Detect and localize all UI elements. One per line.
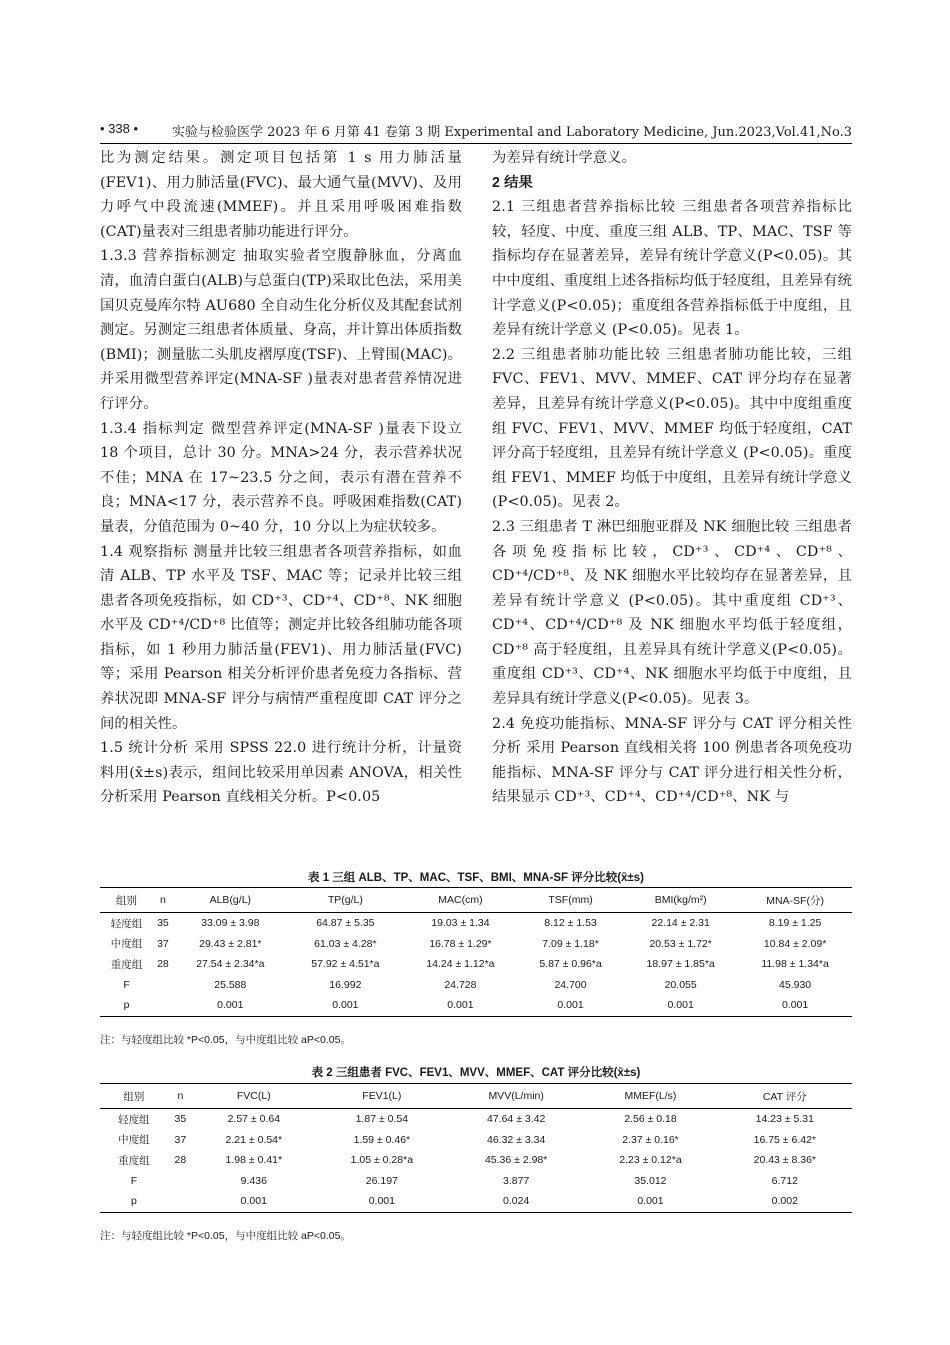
- paragraph: 2.4 免疫功能指标、MNA-SF 评分与 CAT 评分相关性分析 采用 Pearson 直线相关将 100 例患者各项免疫功能指标、MNA-SF 评分与 CAT 评分进行相关性分析，结果显示 CD⁺³、CD⁺⁴、CD⁺⁴/CD⁺⁸、NK 与: [492, 715, 852, 806]
- paragraph: 为差异有统计学意义。: [492, 150, 636, 166]
- table-row: [100, 975, 852, 996]
- table2: [100, 1083, 852, 1213]
- table-cell: 25.588: [214, 978, 247, 991]
- paragraph: 1.3.3 营养指标测定 抽取实验者空腹静脉血，分离血清，血清白蛋白(ALB)与总蛋白(TP)采取比色法，采用美国贝克曼库尔特 AU680 全自动生化分析仪及其配套试剂测定。另测定三组患者体质量、身高，并计算出体质指数(BMI)；测量肱二头肌皮褶厚度(TSF)、上臂围(MAC)。并采用微型营养评定(MNA-SF )量表对患者营养情况进行评分。: [100, 248, 462, 412]
- table-cell: 28: [174, 1154, 187, 1167]
- table-cell: 0.001: [667, 999, 694, 1012]
- column-header: CAT 评分: [762, 1090, 807, 1103]
- table2-title: 表 2 三组患者 FVC、FEV1、MVV、MMEF、CAT 评分比较(x̄±s): [311, 1067, 641, 1079]
- table1-title: 表 1 三组 ALB、TP、MAC、TSF、BMI、MNA-SF 评分比较(x̄±s): [308, 872, 644, 884]
- table-cell: 轻度组: [118, 1113, 150, 1126]
- table-row: [100, 1171, 852, 1192]
- table-cell: 0.001: [368, 1195, 395, 1208]
- column-header: MVV(L/min): [488, 1090, 544, 1102]
- table-cell: 24.700: [554, 978, 587, 991]
- table2-note: 注：与轻度组比较 *P<0.05，与中度组比较 aP<0.05。: [100, 1230, 351, 1242]
- table-cell: 16.78 ± 1.29*: [429, 937, 492, 950]
- table-cell: 24.728: [444, 978, 477, 991]
- table-row: [100, 1191, 852, 1212]
- table-cell: p: [123, 999, 130, 1012]
- table-cell: 0.002: [771, 1195, 798, 1208]
- table-cell: 中度组: [118, 1134, 150, 1147]
- table-cell: 1.59 ± 0.46*: [353, 1133, 411, 1146]
- column-header: n: [160, 894, 166, 906]
- column-header: n: [177, 1090, 184, 1102]
- table-cell: [168, 1191, 193, 1212]
- paragraph: 1.3.4 指标判定 微型营养评定(MNA-SF )量表下设立 18 个项目，总计 30 分。MNA>24 分，表示营养状况不佳；MNA 在 17~23.5 分之间，表示有潜在营养不良；MNA<17 分，表示营养不良。呼吸困难指数(CAT)量表，分值范围为 0~40 分，10 分以上为症状较多。: [100, 420, 462, 535]
- table-cell: 26.197: [365, 1174, 398, 1187]
- table-cell: 46.32 ± 3.34: [487, 1133, 546, 1146]
- table-row: [100, 995, 852, 1016]
- table-cell: 8.19 ± 1.25: [768, 917, 822, 930]
- table-cell: 29.43 ± 2.81*: [199, 937, 262, 950]
- table-cell: 9.436: [240, 1174, 267, 1187]
- table-cell: 轻度组: [110, 917, 143, 930]
- left-column: [100, 146, 462, 810]
- column-header: MMEF(L/s): [624, 1090, 677, 1102]
- table-cell: 27.54 ± 2.34*a: [196, 958, 265, 971]
- table-cell: 16.992: [329, 978, 362, 991]
- table-cell: 20.43 ± 8.36*: [753, 1154, 817, 1167]
- table-cell: 37: [174, 1133, 187, 1146]
- table-cell: 6.712: [771, 1174, 798, 1187]
- table-cell: F: [130, 1174, 138, 1187]
- table-cell: 重度组: [118, 1154, 150, 1167]
- column-header: FVC(L): [236, 1090, 271, 1102]
- column-header: 组别: [116, 894, 138, 907]
- table-cell: 20.53 ± 1.72*: [649, 937, 712, 950]
- table-cell: 1.87 ± 0.54: [355, 1113, 409, 1126]
- table-cell: 47.64 ± 3.42: [487, 1113, 546, 1126]
- table-row: [100, 1130, 852, 1151]
- table-cell: 2.37 ± 0.16*: [622, 1133, 679, 1146]
- table-cell: 2.21 ± 0.54*: [225, 1133, 283, 1146]
- column-header: BMI(kg/m²): [654, 894, 707, 906]
- table-cell: 7.09 ± 1.18*: [542, 937, 599, 950]
- table-cell: 35.012: [634, 1174, 667, 1187]
- table-cell: 18.97 ± 1.85*a: [646, 958, 715, 971]
- table-row: [100, 913, 852, 934]
- right-column: [492, 146, 852, 810]
- journal-title: 实验与检验医学 2023 年 6 月第 41 卷第 3 期 Experimental and Laboratory Medicine, Jun.2023,Vol.41,No.3: [172, 125, 852, 140]
- table-cell: 0.001: [781, 999, 809, 1012]
- table-cell: 35: [157, 917, 169, 930]
- table-row: [100, 1150, 852, 1171]
- table-cell: 2.57 ± 0.64: [227, 1113, 281, 1126]
- table-cell: 57.92 ± 4.51*a: [311, 958, 380, 971]
- paragraph: 1.4 观察指标 测量并比较三组患者各项营养指标，如血清 ALB、TP 水平及 TSF、MAC 等；记录并比较三组患者各项免疫指标，如 CD⁺³、CD⁺⁴、CD⁺⁸、NK 细胞水平及 CD⁺⁴/CD⁺⁸ 比值等；测定并比较各组肺功能各项指标，如 1 秒用力肺活量(FEV1)、用力肺活量(FVC)等；采用 Pearson 相关分析评价患者免疫力各指标、营养状况即 MNA-SF 评分与病情严重程度即 CAT 评分之间的相关性。: [100, 543, 462, 732]
- table-cell: 8.12 ± 1.53: [544, 917, 597, 930]
- table-cell: 45.930: [779, 978, 812, 991]
- column-header: TP(g/L): [327, 894, 363, 906]
- paragraph: 2.1 三组患者营养指标比较 三组患者各项营养指标比较，轻度、中度、重度三组 ALB、TP、MAC、TSF 等指标均存在显著差异，差异有统计学意义(P<0.05)。其中中度组、重度组上述各指标均低于轻度组，且差异有统计学意义(P<0.05)；重度组各营养指标低于中度组，且差异有统计学意义 (P<0.05)。见表 1。: [492, 199, 852, 339]
- table-cell: 0.001: [447, 999, 474, 1012]
- paragraph: 比为测定结果。测定项目包括第 1 s 用力肺活量(FEV1)、用力肺活量(FVC)、最大通气量(MVV)、及用力呼气中段流速(MMEF)。并且采用呼吸困难指数(CAT)量表对三组患者肺功能进行评分。: [100, 150, 462, 240]
- table-cell: 37: [157, 937, 169, 950]
- column-header: FEV1(L): [362, 1090, 402, 1102]
- table-cell: 中度组: [110, 938, 143, 951]
- table1: [100, 887, 852, 1017]
- table-cell: 0.001: [217, 999, 244, 1012]
- table-cell: 0.001: [332, 999, 359, 1012]
- paragraph: 2.3 三组患者 T 淋巴细胞亚群及 NK 细胞比较 三组患者各项免疫指标比较，CD⁺³、CD⁺⁴、CD⁺⁸、CD⁺⁴/CD⁺⁸、及 NK 细胞水平比较均存在显著差异，且差异有统计学意义 (P<0.05)。其中重度组 CD⁺³、CD⁺⁴、CD⁺⁴/CD⁺⁸ 及 NK 细胞水平均低于轻度组，CD⁺⁸ 高于轻度组，且差异具有统计学意义(P<0.05)。重度组 CD⁺³、CD⁺⁴、NK 细胞水平均低于中度组，且差异具有统计学意义(P<0.05)。见表 3。: [492, 518, 852, 708]
- table-cell: 0.001: [637, 1195, 664, 1208]
- table-cell: 64.87 ± 5.35: [316, 917, 375, 930]
- table-header-row: [100, 888, 852, 913]
- column-header: 组别: [123, 1090, 145, 1103]
- table-cell: 重度组: [110, 958, 143, 971]
- table-cell: 16.75 ± 6.42*: [753, 1133, 817, 1146]
- column-header: MAC(cm): [438, 894, 483, 906]
- table-cell: 5.87 ± 0.96*a: [539, 958, 602, 971]
- table-cell: p: [130, 1195, 137, 1208]
- table-cell: F: [123, 978, 130, 991]
- table-cell: 14.24 ± 1.12*a: [426, 958, 495, 971]
- paragraph: 1.5 统计分析 采用 SPSS 22.0 进行统计分析，计量资料用(x̄±s)表示，组间比较采用单因素 ANOVA，相关性分析采用 Pearson 直线相关分析。P<0.05: [100, 740, 462, 806]
- table-cell: 14.23 ± 5.31: [755, 1113, 814, 1126]
- table-cell: 0.001: [557, 999, 584, 1012]
- column-header: MNA-SF(分): [766, 894, 824, 907]
- table-cell: [153, 975, 173, 996]
- table-cell: [153, 995, 173, 1016]
- table-cell: 0.001: [240, 1195, 267, 1208]
- table-cell: 0.024: [503, 1195, 530, 1208]
- running-header: [100, 121, 852, 144]
- table-cell: 33.09 ± 3.98: [201, 917, 260, 930]
- paragraph: 2.2 三组患者肺功能比较 三组患者肺功能比较，三组 FVC、FEV1、MVV、MMEF、CAT 评分均存在显著差异，且差异有统计学意义(P<0.05)。其中中度组重度组 FVC、FEV1、MVV、MMEF 均低于轻度组，CAT 评分高于轻度组，且差异有统计学意义 (P<0.05)。重度组 FEV1、MMEF 均低于中度组，且差异有统计学意义(P<0.05)。见表 2。: [492, 346, 852, 511]
- table-cell: 22.14 ± 2.31: [651, 917, 710, 930]
- table-cell: [168, 1171, 193, 1192]
- page-number: • 338 •: [100, 121, 139, 136]
- table-cell: 28: [157, 958, 169, 971]
- table-cell: 3.877: [503, 1174, 530, 1187]
- table1-note: 注：与轻度组比较 *P<0.05，与中度组比较 aP<0.05。: [100, 1034, 351, 1046]
- table-cell: 10.84 ± 2.09*: [763, 937, 827, 950]
- table-row: [100, 934, 852, 955]
- table-row: [100, 954, 852, 975]
- table-cell: 45.36 ± 2.98*: [484, 1154, 548, 1167]
- table-header-row: [100, 1084, 852, 1109]
- table-cell: 2.23 ± 0.12*a: [619, 1154, 682, 1167]
- column-header: TSF(mm): [548, 894, 593, 906]
- table-cell: 19.03 ± 1.34: [431, 917, 490, 930]
- table-cell: 35: [174, 1113, 187, 1126]
- table-cell: 1.05 ± 0.28*a: [350, 1154, 414, 1167]
- table-cell: 20.055: [664, 978, 697, 991]
- column-header: ALB(g/L): [209, 894, 252, 906]
- table-row: [100, 1109, 852, 1130]
- section-heading: 2 结果: [492, 174, 533, 191]
- table-cell: 11.98 ± 1.34*a: [761, 958, 829, 971]
- table-cell: 61.03 ± 4.28*: [314, 937, 377, 950]
- table-cell: 1.98 ± 0.41*: [225, 1154, 283, 1167]
- table-cell: 2.56 ± 0.18: [624, 1113, 677, 1126]
